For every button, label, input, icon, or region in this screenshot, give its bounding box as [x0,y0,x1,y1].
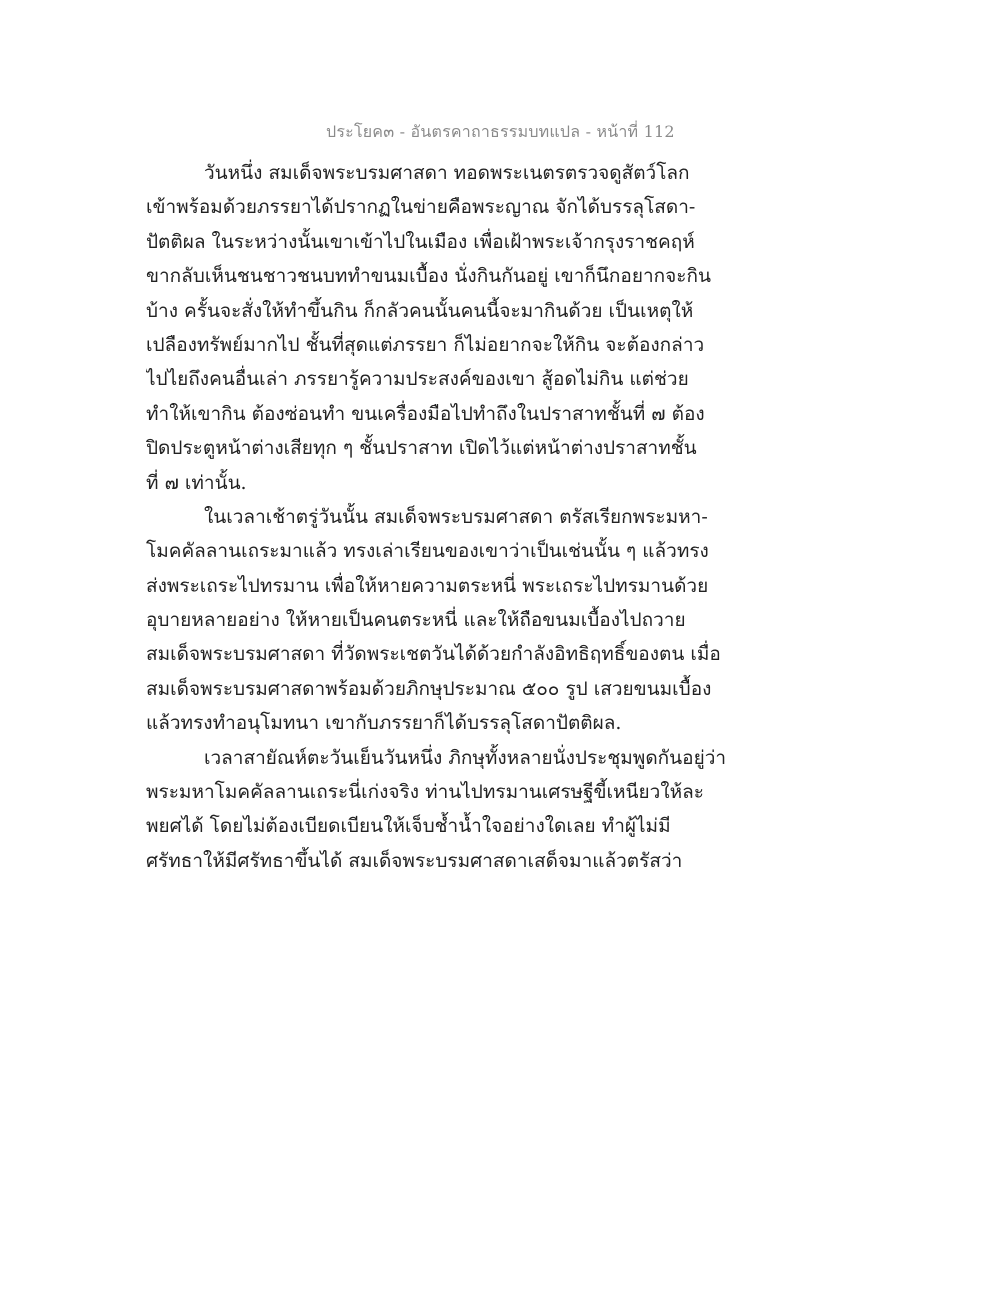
text-line: พยศได้ โดยไม่ต้องเบียดเบียนให้เจ็บช้ำน้ำใจอย่างใดเลย ทำผู้ไม่มี [146,815,671,838]
text-line: ศรัทธาให้มีศรัทธาขึ้นได้ สมเด็จพระบรมศาสดาเสด็จมาแล้วตรัสว่า [146,849,683,872]
text-line: ปิดประตูหน้าต่างเสียทุก ๆ ชั้นปราสาท เปิดไว้แต่หน้าต่างปราสาทชั้น [146,437,697,460]
text-line: ส่งพระเถระไปทรมาน เพื่อให้หายความตระหนี่ พระเถระไปทรมานด้วย [146,574,709,597]
text-line: พระมหาโมคคัลลานเถระนี่เก่งจริง ท่านไปทรมานเศรษฐีขี้เหนียวให้ละ [146,781,704,804]
text-line: สมเด็จพระบรมศาสดาพร้อมด้วยภิกษุประมาณ ๕๐๐ รูป เสวยขนมเบื้อง [146,677,712,700]
body-text [146,156,726,878]
paragraph-1 [146,156,726,500]
text-line: ในเวลาเช้าตรู่วันนั้น สมเด็จพระบรมศาสดา ตรัสเรียกพระมหา- [204,505,708,528]
text-line: สมเด็จพระบรมศาสดา ที่วัดพระเชตวันได้ด้วยกำลังอิทธิฤทธิ์ของตน เมื่อ [146,643,721,666]
paragraph-3 [146,741,726,879]
paragraph-2 [146,500,726,741]
text-line: แล้วทรงทำอนุโมทนา เขากับภรรยาก็ได้บรรลุโสดาปัตติผล. [146,712,622,735]
text-line: ทำให้เขากิน ต้องซ่อนทำ ขนเครื่องมือไปทำถึงในปราสาทชั้นที่ ๗ ต้อง [146,402,705,425]
text-line: วันหนึ่ง สมเด็จพระบรมศาสดา ทอดพระเนตรตรวจดูสัตว์โลก [204,162,690,184]
text-line: ที่ ๗ เท่านั้น. [146,471,247,494]
text-line: บ้าง ครั้นจะสั่งให้ทำขึ้นกิน ก็กลัวคนนั้นคนนี้จะมากินด้วย เป็นเหตุให้ [146,299,694,322]
text-line: โมคคัลลานเถระมาแล้ว ทรงเล่าเรียนของเขาว่าเป็นเช่นนั้น ๆ แล้วทรง [146,540,709,563]
text-line: เวลาสายัณห์ตะวันเย็นวันหนึ่ง ภิกษุทั้งหลายนั่งประชุมพูดกันอยู่ว่า [204,746,726,769]
text-line: ไปไยถึงคนอื่นเล่า ภรรยารู้ความประสงค์ของเขา สู้อดไม่กิน แต่ช่วย [146,368,689,391]
text-line: อุบายหลายอย่าง ให้หายเป็นคนตระหนี่ และให้ถือขนมเบื้องไปถวาย [146,609,686,632]
page-header: ประโยค๓ - อันตรคาถาธรรมบทแปล - หน้าที่ 112 [326,122,675,141]
text-line: เปลืองทรัพย์มากไป ชั้นที่สุดแต่ภรรยา ก็ไม่อยากจะให้กิน จะต้องกล่าว [146,333,705,356]
text-line: ขากลับเห็นชนชาวชนบททำขนมเบื้อง นั่งกินกันอยู่ เขาก็นึกอยากจะกิน [146,265,711,288]
text-line: เข้าพร้อมด้วยภรรยาได้ปรากฏในข่ายคือพระญาณ จักได้บรรลุโสดา- [146,196,696,219]
text-line: ปัตติผล ในระหว่างนั้นเขาเข้าไปในเมือง เพื่อเฝ้าพระเจ้ากรุงราชคฤห์ [146,230,695,253]
